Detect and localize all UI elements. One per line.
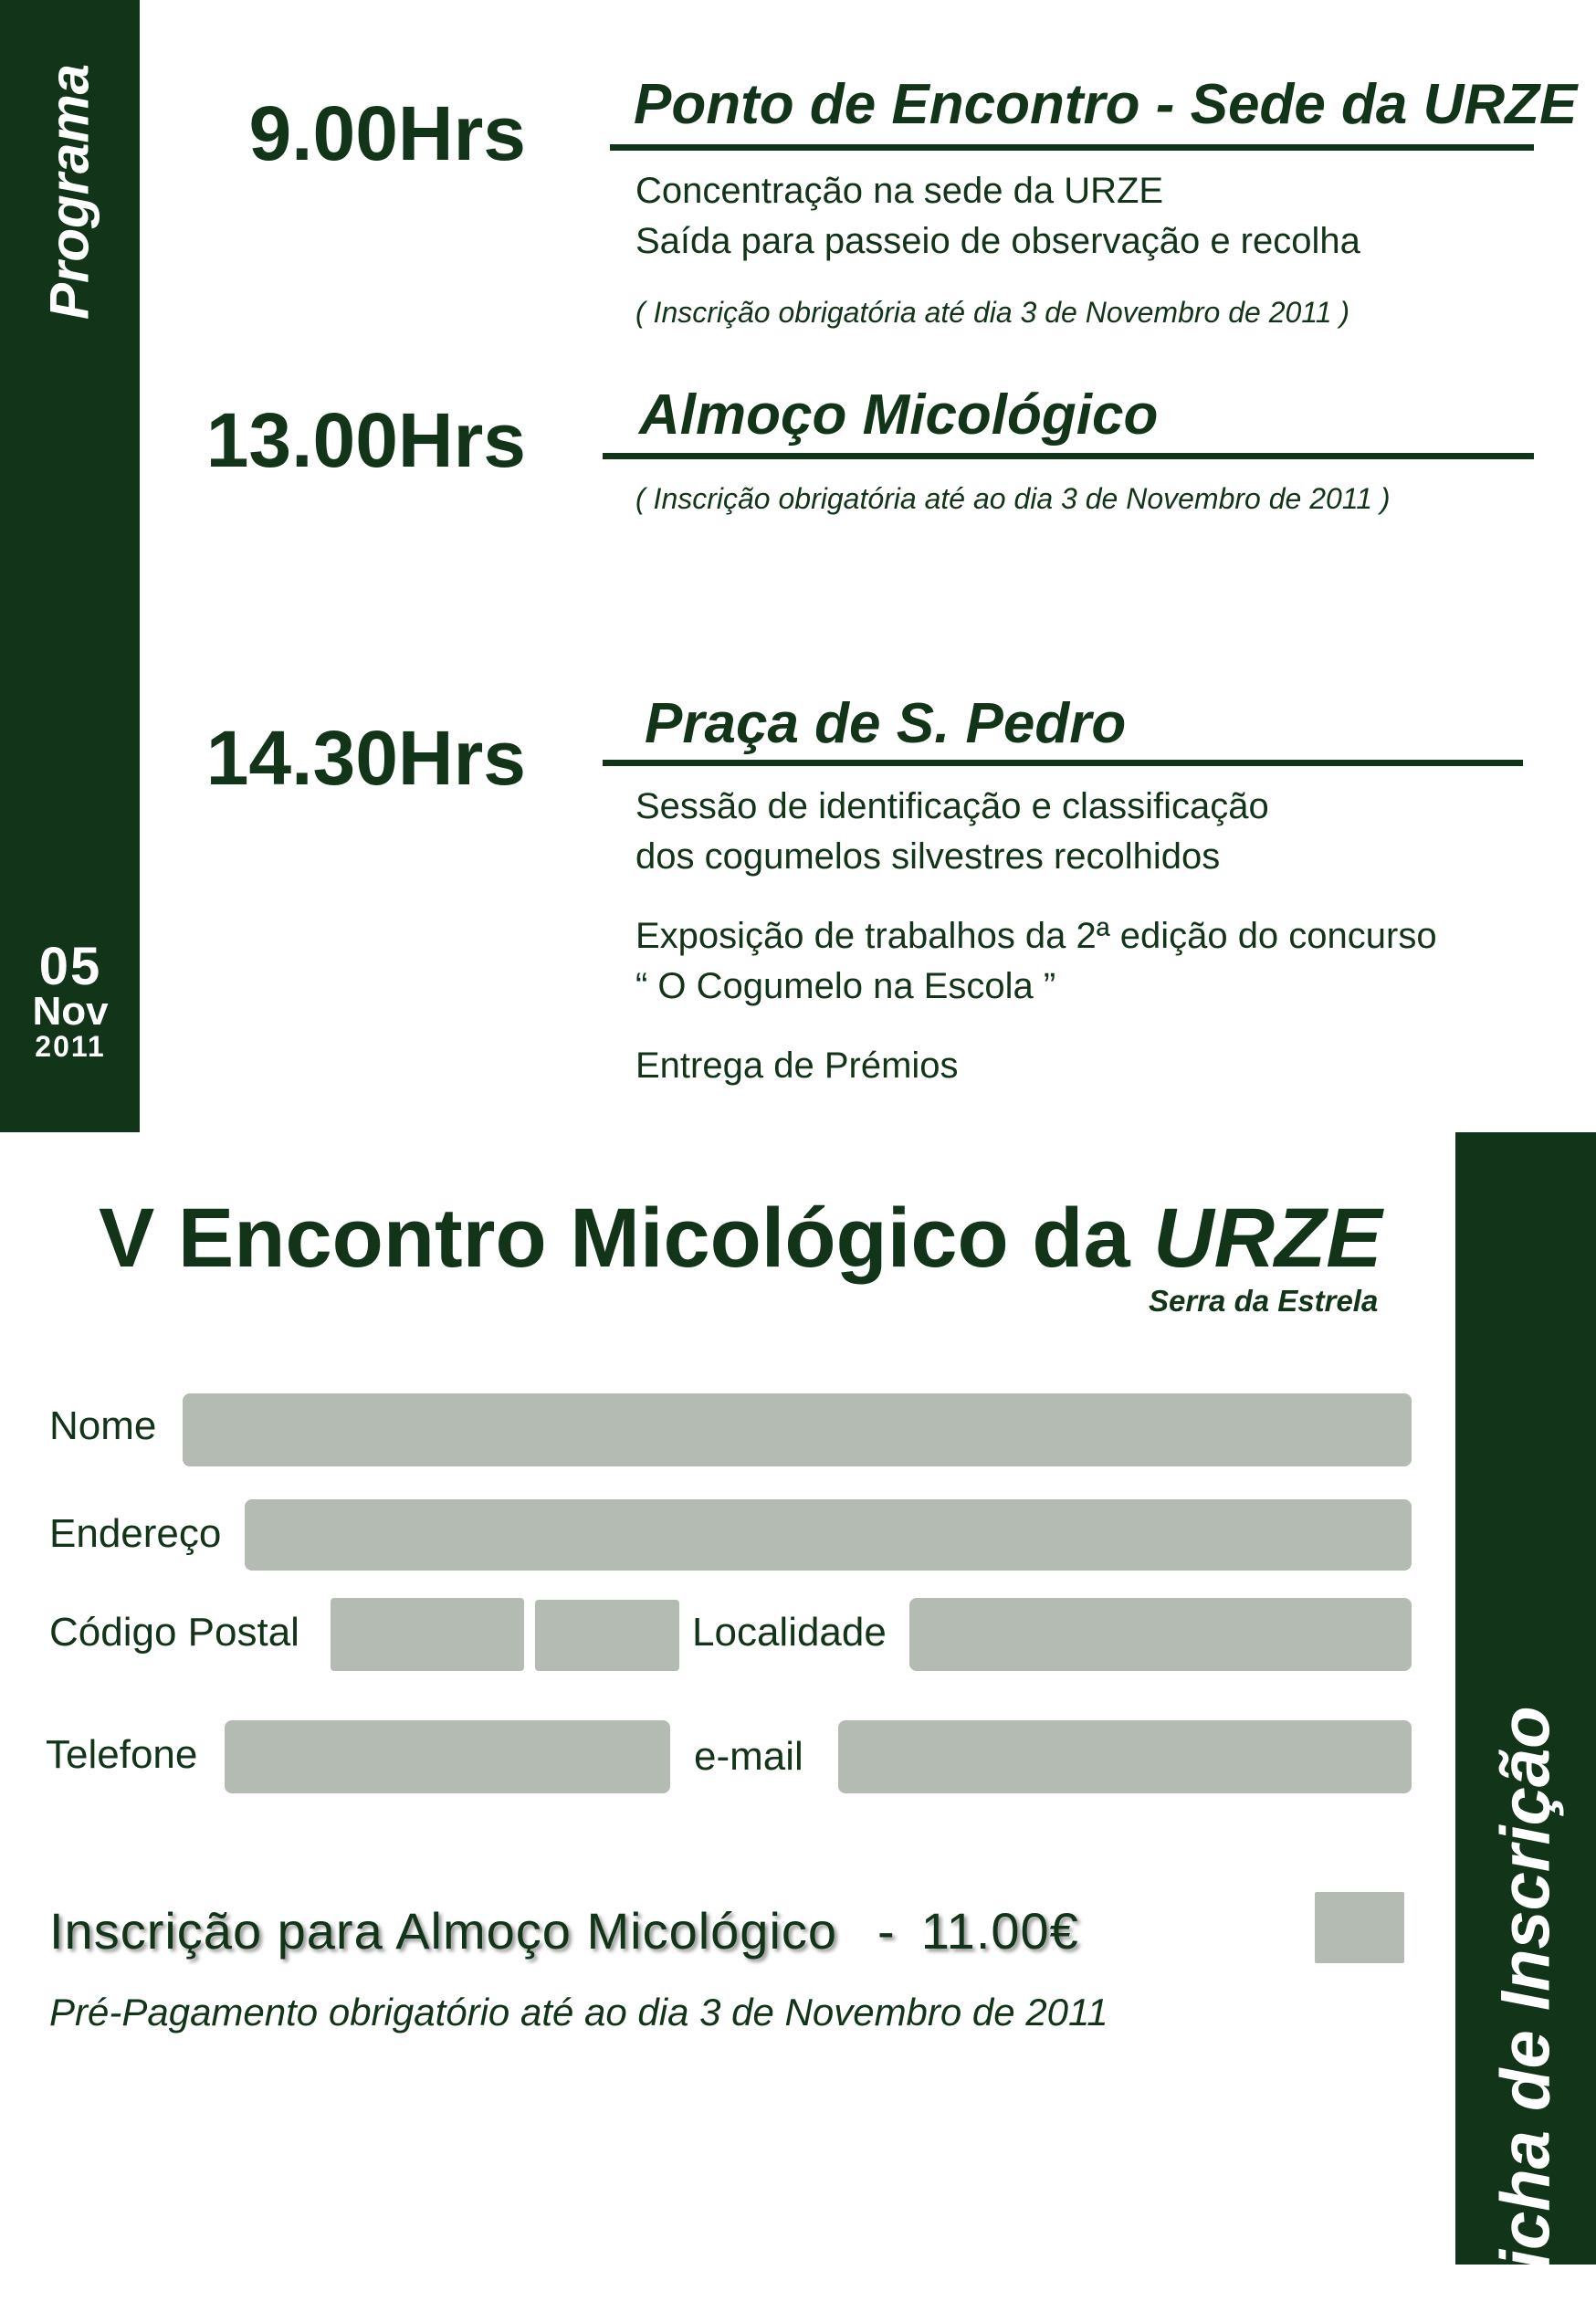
program-rule-2 bbox=[603, 453, 1534, 459]
program-time-2: 13.00Hrs bbox=[205, 397, 526, 483]
program-title-2: Almoço Micológico bbox=[639, 384, 1159, 447]
program-desc-line: Concentração na sede da URZE bbox=[635, 171, 1164, 211]
telefone-label: Telefone bbox=[46, 1732, 198, 1777]
program-rule-3 bbox=[603, 760, 1523, 766]
email-label: e-mail bbox=[694, 1734, 803, 1779]
program-desc-line: Saída para passeio de observação e recolha bbox=[635, 221, 1360, 262]
date-day: 05 bbox=[38, 937, 102, 996]
program-title-1: Ponto de Encontro - Sede da URZE bbox=[634, 73, 1578, 136]
program-desc-3a bbox=[635, 782, 1269, 882]
program-note-1: ( Inscrição obrigatória até dia 3 de Novembro de 2011 ) bbox=[635, 296, 1350, 329]
right-sidebar bbox=[1455, 1132, 1596, 2312]
date-year: 2011 bbox=[35, 1030, 106, 1063]
program-desc-1 bbox=[635, 166, 1360, 267]
date-month: Nov bbox=[32, 989, 109, 1034]
fee-line bbox=[49, 1901, 1079, 1960]
fee-separator: - bbox=[877, 1902, 896, 1960]
event-date bbox=[20, 937, 121, 1063]
form-subtitle: Serra da Estrela bbox=[1149, 1284, 1379, 1318]
form-title bbox=[99, 1192, 1382, 1285]
program-rule-1 bbox=[610, 144, 1534, 151]
program-title-3: Praça de S. Pedro bbox=[645, 692, 1127, 755]
fee-label: Inscrição para Almoço Micológico bbox=[49, 1902, 838, 1960]
endereco-field[interactable] bbox=[245, 1499, 1412, 1571]
codigo-postal-field-2[interactable] bbox=[535, 1600, 679, 1671]
localidade-label: Localidade bbox=[692, 1610, 887, 1655]
nome-field[interactable] bbox=[183, 1393, 1412, 1466]
form-title-brand: URZE bbox=[1153, 1192, 1382, 1285]
program-desc-line: dos cogumelos silvestres recolhidos bbox=[635, 836, 1221, 878]
endereco-label: Endereço bbox=[49, 1511, 222, 1556]
program-desc-line: Exposição de trabalhos da 2ª edição do concurso bbox=[635, 916, 1437, 956]
program-desc-3c: Entrega de Prémios bbox=[635, 1046, 959, 1086]
localidade-field[interactable] bbox=[909, 1598, 1412, 1671]
left-sidebar bbox=[0, 0, 140, 1132]
telefone-field[interactable] bbox=[225, 1720, 670, 1793]
fee-checkbox[interactable] bbox=[1315, 1892, 1404, 1963]
program-time-3: 14.30Hrs bbox=[205, 715, 526, 801]
program-vertical-label: Programa bbox=[38, 63, 100, 321]
nome-label: Nome bbox=[49, 1403, 157, 1448]
prepay-note: Pré-Pagamento obrigatório até ao dia 3 de Novembro de 2011 bbox=[49, 1991, 1108, 2034]
codigo-postal-label: Código Postal bbox=[49, 1610, 299, 1655]
form-vertical-label: Ficha de Inscrição bbox=[1486, 1706, 1565, 2312]
email-field[interactable] bbox=[838, 1720, 1412, 1793]
program-note-2: ( Inscrição obrigatória até ao dia 3 de Novembro de 2011 ) bbox=[635, 482, 1391, 515]
form-title-prefix: V Encontro Micológico da bbox=[99, 1192, 1154, 1285]
program-time-1: 9.00Hrs bbox=[248, 90, 526, 176]
program-desc-line: Sessão de identificação e classificação bbox=[635, 786, 1269, 826]
program-desc-line: “ O Cogumelo na Escola ” bbox=[635, 966, 1056, 1007]
fee-amount: 11.00€ bbox=[920, 1902, 1079, 1960]
codigo-postal-field-1[interactable] bbox=[331, 1598, 524, 1671]
program-desc-3b bbox=[635, 911, 1437, 1012]
